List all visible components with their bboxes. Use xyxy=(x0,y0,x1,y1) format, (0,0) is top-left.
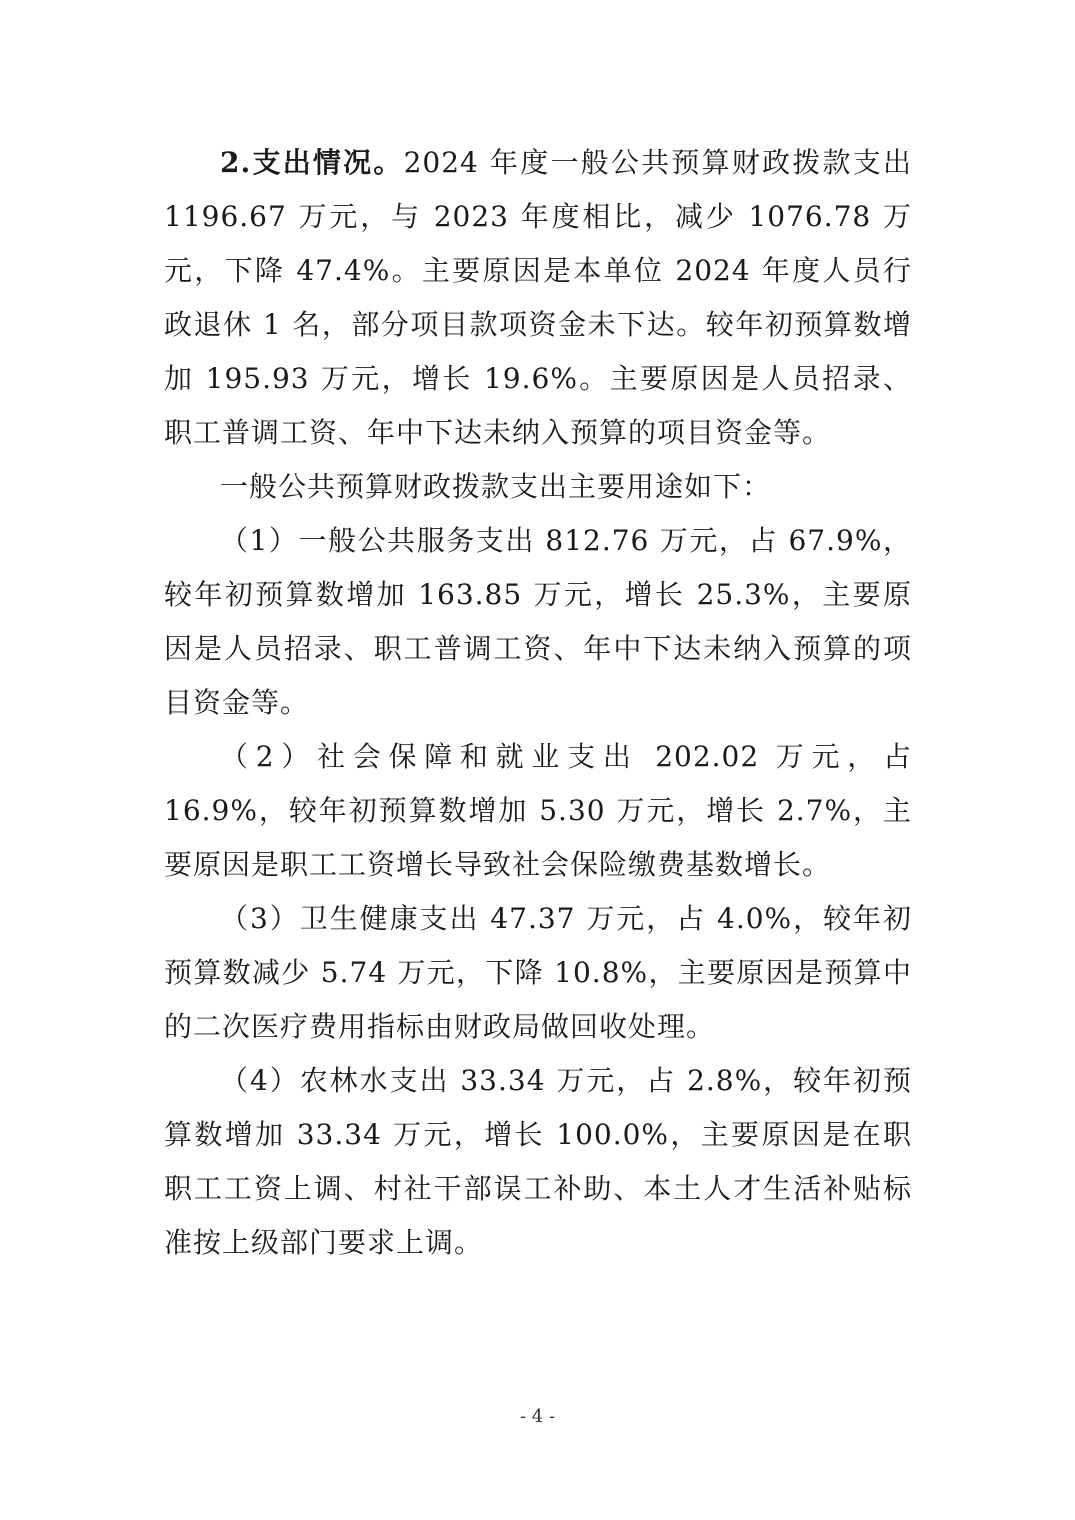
paragraph-uses-intro: 一般公共预算财政拨款支出主要用途如下： xyxy=(220,470,772,503)
paragraph-item-3: （3）卫生健康支出 47.37 万元，占 4.0%，较年初预算数减少 5.74 万元，下降 10.8%，主要原因是预算中的二次医疗费用指标由财政局做回收处理。 xyxy=(164,902,912,1043)
paragraph-expenditure-summary xyxy=(164,136,912,460)
page-number: - 4 - xyxy=(519,1406,556,1427)
paragraph-item-1: （1）一般公共服务支出 812.76 万元，占 67.9%，较年初预算数增加 163.85 万元，增长 25.3%，主要原因是人员招录、职工普调工资、年中下达未纳入预算的项目资金等。 xyxy=(164,524,912,719)
summary-text: 2024 年度一般公共预算财政拨款支出 1196.67 万元，与 2023 年度相比，减少 1076.78 万元，下降 47.4%。主要原因是本单位 2024 年度人员行政退休 1 名，部分项目款项资金未下达。较年初预算数增加 195.93 万元，增长 19.6%。主要原因是人员招录、职工普调工资、年中下达未纳入预算的项目资金等。 xyxy=(164,146,912,449)
document-body xyxy=(164,136,912,1270)
paragraph-item-2: （2）社会保障和就业支出 202.02 万元，占 16.9%，较年初预算数增加 5.30 万元，增长 2.7%，主要原因是职工工资增长导致社会保险缴费基数增长。 xyxy=(164,740,912,881)
paragraph-item-4: （4）农林水支出 33.34 万元，占 2.8%，较年初预算数增加 33.34 万元，增长 100.0%，主要原因是在职职工工资上调、村社干部误工补助、本土人才生活补贴标准按上级部门要求上调。 xyxy=(164,1064,912,1259)
section-heading: 2.支出情况。 xyxy=(220,146,404,179)
